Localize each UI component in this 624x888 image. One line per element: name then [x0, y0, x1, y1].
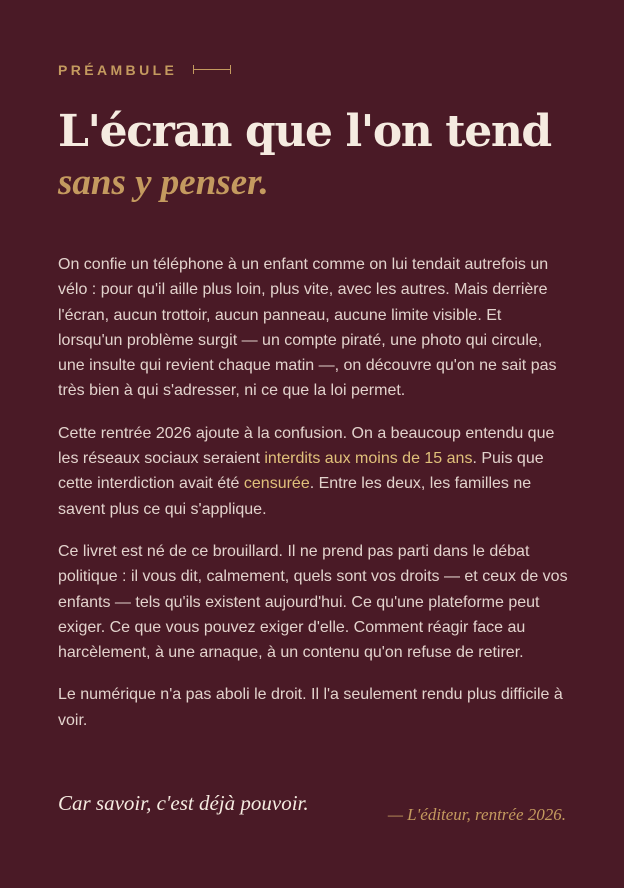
paragraph-1: On confie un téléphone à un enfant comme on lui tendait autrefois un vélo : pour qu'il aille plus loin, plus vite, avec les autres. Mais derrière l'écran, aucun trottoir, aucun panneau, aucune limite visible. Et lorsqu'un problème surgit — un compte piraté, une photo qui circule, une insulte qui revient chaque matin —, on découvre qu'on ne sait pas très bien à qui s'adresser, ni ce que la loi permet.	[58, 256, 557, 400]
page-subtitle: sans y penser.	[58, 162, 269, 203]
preamble-footer	[58, 786, 568, 836]
link-interdits-moins-15-ans[interactable]: interdits aux moins de 15 ans	[264, 450, 473, 468]
paragraph-2-text-1: Cette rentrée 2026 ajoute à la confusion. On a beaucoup entendu que les réseaux sociaux seraient	[58, 424, 555, 468]
paragraph-2-text-2: . Puis que cette interdiction avait été	[58, 450, 544, 493]
page-title: L'écran que l'on tend	[58, 106, 551, 157]
eyebrow-label: PRÉAMBULE	[58, 62, 178, 78]
paragraph-3: Ce livret est né de ce brouillard. Il ne prend pas parti dans le débat politique : il vous dit, calmement, quels sont vos droits — et ceux de vos enfants — tels qu'ils existent aujourd'hui. Ce qu'une plateforme peut exiger. Ce que vous pouvez exiger d'elle. Comment réagir face au harcèlement, à une arnaque, à un contenu qu'on refuse de retirer.	[58, 542, 568, 662]
link-censuree[interactable]: censurée	[243, 475, 310, 493]
editor-signature: — L'éditeur, rentrée 2026.	[387, 805, 566, 824]
paragraph-4: Le numérique n'a pas aboli le droit. Il l'a seulement rendu plus difficile à voir.	[58, 686, 563, 729]
paragraph-2	[58, 421, 568, 522]
preamble-body	[58, 252, 568, 750]
paragraph-2-text-3: . Entre les deux, les familles ne savent plus ce qui s'applique.	[58, 475, 532, 518]
section-eyebrow	[58, 62, 231, 78]
decorative-rule	[193, 65, 231, 75]
motto: Car savoir, c'est déjà pouvoir.	[58, 791, 309, 815]
